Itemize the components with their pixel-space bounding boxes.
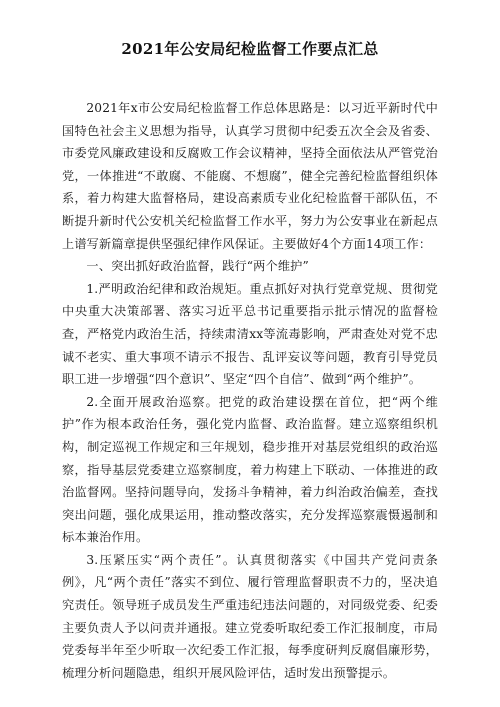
intro-paragraph: 2021年x市公安局纪检监督工作总体思路是：以习近平新时代中国特色社会主义思想为指导，认真学习贯彻中纪委五次全会及省委、市委党风廉政建设和反腐败工作会议精神，坚持全面依法从严管党治党，一体推进“不敢腐、不能腐、不想腐”，健全完善纪检监督组织体系，着力构建大监督格局，建设高素质专业化纪检监督干部队伍，不断提升新时代公安机关纪检监督工作水平，努力为公安事业在新起点上谱写新篇章提供坚强纪律作风保证。主要做好4个方面14项工作：	[62, 101, 438, 251]
document-title: 2021年公安局纪检监督工作要点汇总	[121, 40, 379, 58]
section-heading: 一、突出抓好政治监督，践行“两个维护”	[86, 259, 309, 274]
item-paragraph: 1.严明政治纪律和政治规矩。重点抓好对执行党章党规、贯彻党中央重大决策部署、落实习近平总书记重要指示批示情况的监督检查，严格党内政治生活，持续肃清xx等流毒影响，严肃查处对党不忠诚不老实、重大事项不请示不报告、乱评妄议等问题，教育引导党员职工进一步增强“四个意识”、坚定“四个自信”、做到“两个维护”。	[62, 281, 438, 387]
document-body	[62, 97, 438, 684]
item-paragraph: 3.压紧压实“两个责任”。认真贯彻落实《中国共产党问责条例》，凡“两个责任”落实不到位、履行管理监督职责不力的，坚决追究责任。领导班子成员发生严重违纪违法问题的，对同级党委、纪委主要负责人予以问责并通报。建立党委听取纪委工作汇报制度，市局党委每半年至少听取一次纪委工作汇报，每季度研判反腐倡廉形势，梳理分析问题隐患，组织开展风险评估，适时发出预警提示。	[62, 552, 438, 680]
item-paragraph: 2.全面开展政治巡察。把党的政治建设摆在首位，把“两个维护”作为根本政治任务，强化党内监督、政治监督。建立巡察组织机构，制定巡视工作规定和三年规划，稳步推开对基层党组织的政治巡察，指导基层党委建立巡察制度，着力构建上下联动、一体推进的政治监督网。坚持问题导向，发扬斗争精神，着力纠治政治偏差，查找突出问题，强化成果运用，推动整改落实，充分发挥巡察震慑遏制和标本兼治作用。	[62, 394, 438, 545]
